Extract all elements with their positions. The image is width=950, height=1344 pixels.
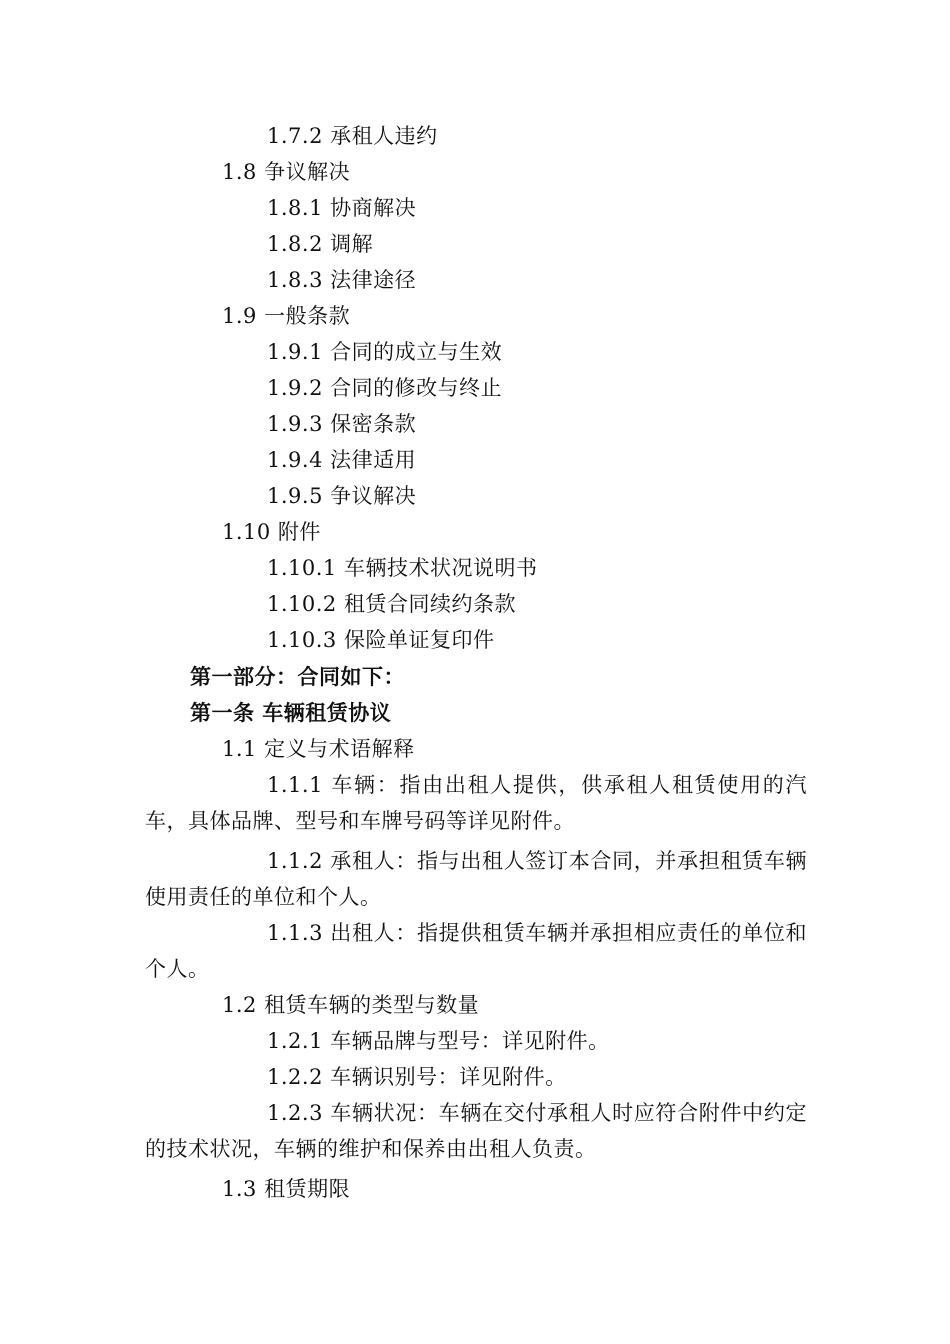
toc-item-1-9: 1.9 一般条款 [222, 304, 351, 328]
toc-item-1-9-3: 1.9.3 保密条款 [267, 412, 417, 436]
section-1-3-heading: 1.3 租赁期限 [222, 1177, 351, 1201]
part-one-heading: 第一部分：合同如下： [190, 665, 405, 689]
toc-item-1-9-1: 1.9.1 合同的成立与生效 [267, 340, 503, 364]
toc-item-1-8: 1.8 争议解决 [222, 160, 351, 184]
section-1-1-heading: 1.1 定义与术语解释 [222, 737, 415, 761]
toc-item-1-7-2: 1.7.2 承租人违约 [267, 124, 438, 148]
toc-item-1-10-2: 1.10.2 租赁合同续约条款 [267, 592, 516, 616]
clause-1-2-2: 1.2.2 车辆识别号：详见附件。 [267, 1065, 567, 1089]
clause-1-1-1: 1.1.1 车辆：指由出租人提供，供承租人租赁使用的汽车，具体品牌、型号和车牌号码等详见附件。 [145, 773, 807, 833]
toc-item-1-9-2: 1.9.2 合同的修改与终止 [267, 376, 503, 400]
clause-1-1-2: 1.1.2 承租人：指与出租人签订本合同，并承担租赁车辆使用责任的单位和个人。 [145, 849, 807, 909]
section-1-2-heading: 1.2 租赁车辆的类型与数量 [222, 993, 480, 1017]
clause-1-1-3: 1.1.3 出租人：指提供租赁车辆并承担相应责任的单位和个人。 [145, 921, 807, 981]
clause-1-2-1: 1.2.1 车辆品牌与型号：详见附件。 [267, 1029, 610, 1053]
toc-item-1-10-3: 1.10.3 保险单证复印件 [267, 628, 495, 652]
toc-item-1-8-1: 1.8.1 协商解决 [267, 196, 417, 220]
toc-item-1-9-4: 1.9.4 法律适用 [267, 448, 417, 472]
toc-item-1-8-2: 1.8.2 调解 [267, 232, 374, 256]
toc-item-1-9-5: 1.9.5 争议解决 [267, 484, 417, 508]
article-one-heading: 第一条 车辆租赁协议 [190, 701, 392, 725]
toc-item-1-10-1: 1.10.1 车辆技术状况说明书 [267, 556, 538, 580]
clause-1-2-3: 1.2.3 车辆状况：车辆在交付承租人时应符合附件中约定的技术状况，车辆的维护和保养由出租人负责。 [145, 1101, 807, 1161]
toc-item-1-10: 1.10 附件 [222, 520, 321, 544]
toc-item-1-8-3: 1.8.3 法律途径 [267, 268, 417, 292]
